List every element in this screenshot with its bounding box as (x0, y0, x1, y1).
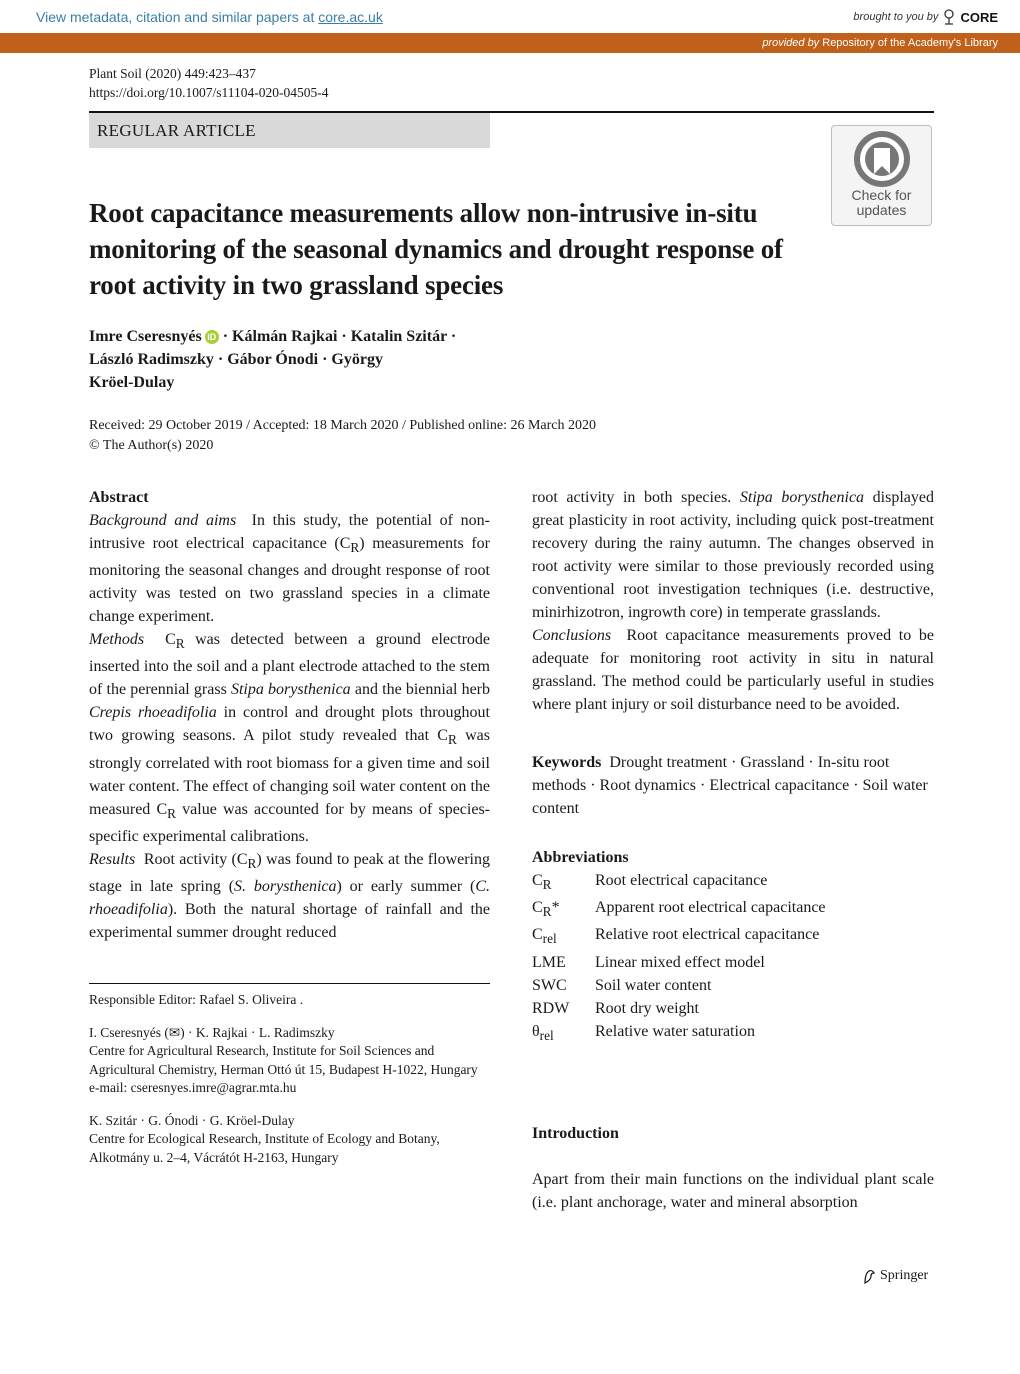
conclusions-text: Root capacitance measurements proved to be adequate for monitoring root activity in situ in natural grassland. The method could be particularly useful in studies where plant injury or soil disturbance need to be avoided. (532, 627, 935, 713)
abbreviation-symbol: SWC (532, 976, 567, 994)
authors-line2: László Radimszky · Gábor Ónodi · György (89, 351, 383, 368)
results-text: Root activity (C (143, 850, 248, 868)
dates-line: Received: 29 October 2019 / Accepted: 18 March 2020 / Published online: 26 March 2020 (89, 418, 597, 433)
abbreviation-symbol: C (532, 899, 543, 917)
core-provider[interactable]: Repository of the Academy's Library (822, 37, 998, 49)
results-text: ) was found to peak at the flowering stage in late spring ( (89, 850, 491, 895)
abbreviation-definition: Relative water saturation (595, 1022, 755, 1040)
abbreviation-subscript: R (542, 877, 552, 893)
check-updates-line2: updates (856, 202, 907, 218)
abbreviation-row (532, 997, 934, 1020)
abbreviation-key (532, 974, 595, 997)
abbreviation-definition: Root dry weight (595, 999, 699, 1017)
copyright-text: The Author(s) 2020 (99, 438, 214, 453)
methods-text: value was accounted for by means of species-specific experimental calibrations. (89, 800, 490, 845)
abstract-conclusions (532, 624, 934, 716)
results-text: ) or early summer ( (336, 877, 476, 895)
abbreviation-symbol: θ (532, 1022, 540, 1040)
species-name: Stipa borysthenica (230, 681, 351, 699)
core-logo-icon (942, 9, 956, 25)
keywords-text: Drought treatment · Grassland · In-situ root methods · Root dynamics · Electrical capacitance · Soil water content (532, 754, 928, 817)
abbreviation-definition: Apparent root electrical capacitance (595, 899, 826, 917)
abbreviation-row (532, 923, 934, 950)
abbreviation-subscript: rel (542, 931, 557, 947)
abbreviation-row (532, 1020, 934, 1047)
check-updates-text[interactable] (831, 188, 932, 218)
core-link-prefix: View metadata, citation and similar papers at (36, 9, 315, 25)
abbreviation-key (532, 1020, 595, 1047)
abbreviation-subscript: rel (539, 1027, 554, 1043)
abbreviation-definition: Linear mixed effect model (595, 953, 765, 971)
abbreviation-key (532, 923, 595, 950)
corresponding-author: I. Cseresnyés (89, 1024, 161, 1040)
methods-text: C (165, 631, 176, 649)
abbreviation-symbol: C (532, 926, 543, 944)
results-label: Results (89, 850, 136, 868)
abbreviation-symbol: RDW (532, 999, 570, 1017)
conclusions-label: Conclusions (532, 627, 612, 644)
abbreviation-key (532, 869, 595, 896)
journal-doi[interactable]: https://doi.org/10.1007/s11104-020-04505-4 (89, 85, 329, 100)
coauthors: · K. Rajkai · L. Radimszky (184, 1024, 335, 1040)
abstract-results (89, 848, 490, 944)
author-first[interactable]: Imre Cseresnyés (89, 328, 202, 345)
authors-line1-rest: · Kálmán Rajkai · Katalin Szitár · (218, 328, 457, 345)
core-provided-by (762, 37, 998, 49)
background-text: In this study, the potential of non-intrusive root electrical capacitance (C (89, 512, 491, 552)
journal-reference (89, 64, 329, 102)
background-text-2: ) measurements for monitoring the seasonal changes and drought response of root activity was tested on two grassland species in a climate change experiment. (89, 535, 490, 626)
affiliation-1: Centre for Agricultural Research, Institute for Soil Sciences and Agricultural Chemistry, Herman Ottó út 15, Budapest H-1022, Hungary (89, 1043, 478, 1077)
subscript: R (447, 732, 457, 748)
copyright-icon: © (89, 438, 100, 453)
core-brand[interactable]: CORE (960, 9, 998, 25)
abbreviation-key (532, 951, 595, 974)
methods-text: was strongly correlated with root biomass for a given time and soil water content. The effect of changing soil water content on the measured C (89, 727, 490, 818)
abbreviation-definition: Soil water content (595, 976, 712, 994)
authors-line1 (89, 325, 529, 348)
abstract-results-continued (532, 486, 934, 624)
abstract-background (89, 509, 490, 628)
right-column (532, 486, 934, 1214)
subscript: R (350, 540, 360, 556)
check-updates-line1: Check for (851, 187, 912, 203)
abbreviations-list (532, 869, 934, 1047)
keywords (532, 751, 934, 820)
authors-line3: Kröel-Dulay (89, 374, 175, 391)
responsible-editor: Responsible Editor: Rafael S. Oliveira . (89, 992, 304, 1007)
publisher-logo (862, 1268, 928, 1284)
species-name: Crepis rhoeadifolia (89, 704, 217, 722)
abbreviation-definition: Relative root electrical capacitance (595, 926, 820, 944)
footnote-rule (89, 983, 490, 984)
core-link[interactable]: core.ac.uk (318, 9, 383, 25)
methods-text: in control and drought plots throughout two growing seasons. A pilot study revealed that C (89, 704, 490, 745)
abbreviation-definition: Root electrical capacitance (595, 872, 768, 889)
abbreviation-row (532, 974, 934, 997)
abbreviation-superscript: * (551, 899, 560, 917)
abbreviations-heading: Abbreviations (532, 849, 629, 866)
affiliation-2-authors: K. Szitár · G. Ónodi · G. Kröel-Dulay (89, 1112, 295, 1128)
abstract-methods (89, 628, 490, 848)
abbreviation-key (532, 997, 595, 1020)
core-provided-label: provided by (762, 37, 820, 49)
abbreviation-symbol: C (532, 872, 543, 889)
affiliation-2: Centre for Ecological Research, Institute of Ecology and Botany, Alkotmány u. 2–4, Vácrátót H-2163, Hungary (89, 1131, 440, 1165)
species-name: S. borysthenica (234, 877, 337, 895)
subscript: R (247, 855, 257, 871)
mail-icon[interactable]: ✉ (168, 1024, 181, 1040)
keywords-label: Keywords (532, 754, 602, 771)
species-name: Stipa borysthenica (739, 489, 865, 506)
abbreviation-row (532, 869, 934, 896)
journal-citation: Plant Soil (2020) 449:423–437 (89, 66, 256, 81)
core-metadata-line (36, 9, 383, 25)
introduction-heading: Introduction (532, 1124, 619, 1142)
subscript: R (167, 805, 177, 821)
author-list (89, 325, 529, 394)
results-text: displayed great plasticity in root activity, including quick post-treatment recovery during the rainy autumn. The changes observed in root activity were similar to those previously recorded using conventional root investigation techniques (i.e. destructive, minirhizotron, ingrowth core) in temperate grasslands. (532, 489, 934, 621)
affiliation-1-authors: I. Cseresnyés (✉) · K. Rajkai · L. Radimszky (89, 1024, 335, 1040)
background-label: Background and aims (89, 512, 237, 529)
abbreviation-key (532, 896, 595, 923)
abbreviation-symbol: LME (532, 953, 566, 971)
check-updates-icon (832, 126, 933, 196)
species-name: C. rhoeadifolia (89, 877, 491, 918)
copyright-line (89, 436, 596, 456)
introduction-text: Apart from their main functions on the individual plant scale (i.e. plant anchorage, water and mineral absorption (532, 1170, 934, 1211)
abbreviation-subscript: R (542, 904, 552, 920)
abstract-column (89, 486, 490, 944)
springer-horse-icon (862, 1268, 876, 1284)
publication-dates (89, 416, 596, 456)
author-email[interactable]: e-mail: cseresnyes.imre@agrar.mta.hu (89, 1080, 297, 1095)
abbreviation-row (532, 951, 934, 974)
orcid-icon[interactable]: iD (205, 330, 219, 344)
methods-text: and the biennial herb (350, 681, 490, 699)
abstract-heading: Abstract (89, 489, 149, 506)
methods-text: was detected between a ground electrode inserted into the soil and a plant electrode attached to the stem of the perennial grass (89, 631, 490, 699)
abbreviation-row (532, 896, 934, 923)
article-type: REGULAR ARTICLE (97, 121, 256, 140)
publisher-name: Springer (880, 1268, 929, 1283)
core-brought-by (853, 9, 998, 25)
results-text: root activity in both species. (532, 489, 740, 506)
article-title: Root capacitance measurements allow non-intrusive in-situ monitoring of the seasonal dynamics and drought response of root activity in two grassland species (89, 198, 783, 300)
footnotes (89, 991, 490, 1167)
results-text: ). Both the natural shortage of rainfall and the experimental summer drought reduced (89, 900, 490, 941)
subscript: R (175, 636, 185, 652)
methods-label: Methods (89, 631, 145, 649)
core-brought-text: brought to you by (853, 11, 939, 23)
